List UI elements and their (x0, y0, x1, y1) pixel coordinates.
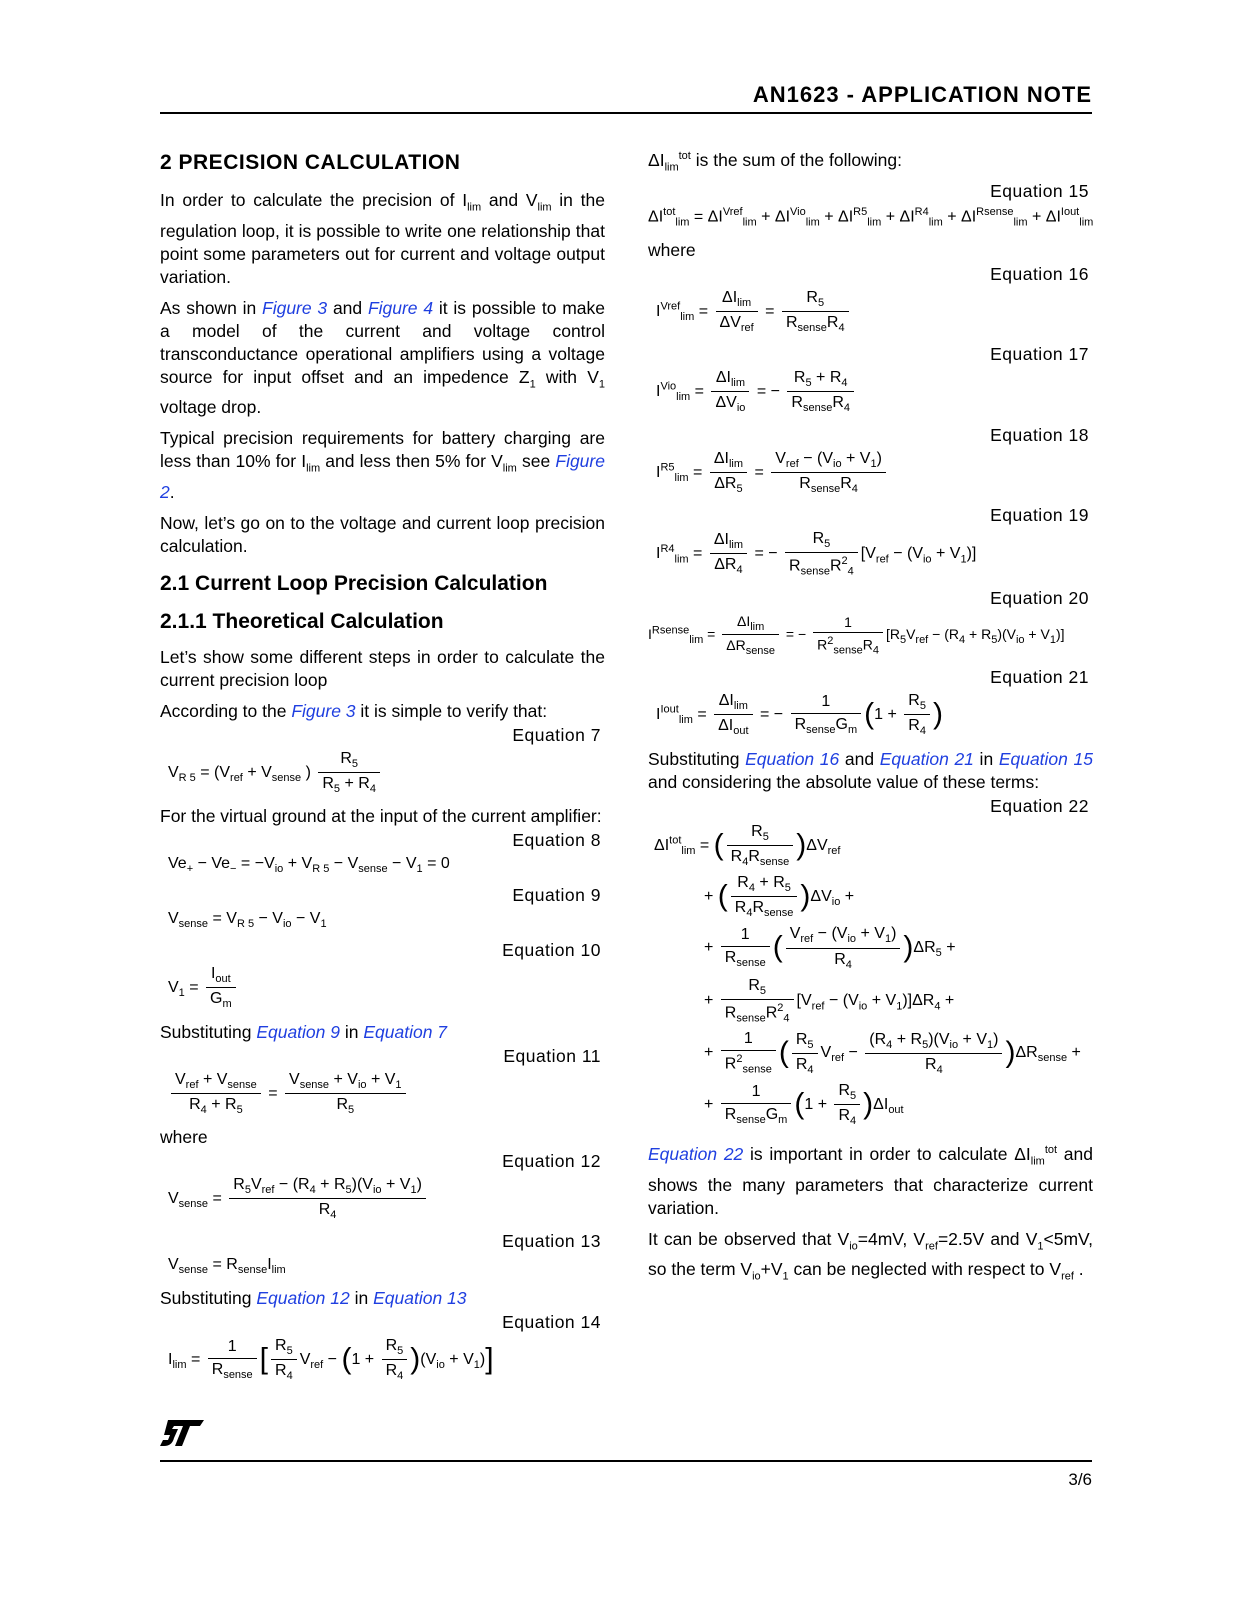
where-left: where (160, 1127, 208, 1147)
paragraph-observed: It can be observed that $V_{io}=4mV$, $V_{ref}=2.5V$ and $V_1<5mV$, so the term $V_{io}+V_1$ can be neglected with respect to $V_{ref}$ . (648, 1228, 1093, 1283)
paragraph-requirements: Typical precision requirements for battery charging are less than 10% for $I_{lim}$ and less then 5% for $V_{lim}$ see Figure 2. (160, 428, 605, 502)
equation-22-link[interactable]: Equation 22 (648, 1144, 744, 1165)
paragraph-steps: Let’s show some different steps in order to calculate the current precision loop (160, 646, 605, 690)
equation-12-link[interactable]: Equation 12 (256, 1287, 350, 1308)
equation-12-label: Equation 12 (502, 1151, 601, 1171)
paragraph-important: Equation 22 is important in order to calculate $\Delta I_{lim}^{tot}$ and shows the many parameters that characterize current variation. (648, 1144, 1094, 1218)
equation-7: $V_{R 5} = (V_{ref} + V_{sense}$ ) $\frac{R_5}{R_5 + R_4}$ (168, 750, 605, 795)
paragraph-substituting-9: Substituting Equation 9 in Equation 7 (160, 1021, 448, 1042)
equation-18-label: Equation 18 (990, 424, 1089, 445)
document-title: AN1623 - APPLICATION NOTE (752, 82, 1092, 107)
equation-15-link[interactable]: Equation 15 (998, 748, 1093, 769)
equation-11: $\frac{V_{ref} + V_{sense}}{R_4 + R_5}$ = $\frac{V_{sense} + V_{io} + V_1}{R_5}$ (168, 1071, 605, 1116)
page-footer (160, 1460, 1092, 1462)
paragraph-verify: According to the Figure 3 it is simple to verify that: (160, 700, 548, 721)
equation-19-label: Equation 19 (990, 504, 1089, 525)
equation-14-label: Equation 14 (502, 1311, 601, 1332)
subsection-title: 2.1 Current Loop Precision Calculation (160, 571, 548, 595)
equation-8: $Ve_+ - Ve_- = -V_{io} + V_{R 5} - V_{sense} - V_1 = 0$ (168, 854, 450, 876)
equation-17: $I^{Vio}_{lim}$ = $\frac{\Delta I_{lim}}{\Delta V_{io}}$ = − $\frac{R_5 + R_4}{R_{sense}R_4}$ (656, 369, 1093, 414)
left-column (160, 145, 605, 1392)
equation-20: $I^{Rsense}_{lim}$ = $\frac{\Delta I_{lim}}{\Delta R_{sense}}$ = − $\frac{1}{R^2_{sense}R_4}$ $[R_5V_{ref} - (R_4 + R_5)(V_{io} + V_1)]$ (648, 612, 1065, 658)
equation-22: $\Delta I^{tot}_{lim}$ = ( $\frac{R_5}{R_4R_{sense}}$ )$\Delta V_{ref}$ + ( $\frac{R_4 + R_5}{R_4R_{sense}}$ )$\Delta V_{io}$ + + $\frac{1}{R_{sense}}$ ( $\frac{V_{ref} - (V_{io} + V_1)}{R_4}$ )$\Delta R_5$ + + $\frac{R_5}{R_{sense}R^2_4}$ $[V_{ref} - (V_{io} + V_1)]\Delta R_4$ + + $\frac{1}{R^2_{sense}}$ ( $\frac{R_5}{R_4}$ $V_{ref}$ − $\frac{(R_4 + R_5)(V_{io} + V_1)}{R_4}$ )$\Delta R_{sense}$ + + $\frac{1}{R_{sense}G_m}$ (1 + $\frac{R_5}{R_4}$ )$\Delta I_{out}$ (654, 822, 1081, 1128)
equation-13: $V_{sense} = R_{sense}I_{lim}$ (168, 1256, 286, 1277)
equation-14: $I_{lim}$ = $\frac{1}{R_{sense}}$ [ $\frac{R_5}{R_4}$ $V_{ref} - (1$ + $\frac{R_5}{R_4}$ )$(V_{io} + V_1)$] (168, 1336, 494, 1382)
where-right: where (648, 239, 696, 260)
figure-3-link-2[interactable]: Figure 3 (291, 700, 356, 721)
equation-13-link[interactable]: Equation 13 (373, 1287, 467, 1308)
paragraph-substituting-16: Substituting Equation 16 and Equation 21 in Equation 15 and considering the absolute value of these terms: (648, 748, 1093, 792)
paragraph-intro: In order to calculate the precision of $I_{lim}$ and $V_{lim}$ in the regulation loop, it is possible to write one relationship that point some parameters out for current and voltage output variation. (160, 190, 605, 287)
equation-16-label: Equation 16 (990, 263, 1089, 284)
equation-7-link[interactable]: Equation 7 (363, 1021, 448, 1042)
equation-21-label: Equation 21 (990, 667, 1089, 688)
equation-21: $I^{Iout}_{lim}$ = $\frac{\Delta I_{lim}}{\Delta I_{out}}$ = − $\frac{1}{R_{sense}G_m}$ (1 + $\frac{R_5}{R_4}$ ) (656, 692, 943, 738)
page-header (160, 82, 1092, 114)
equation-22-label: Equation 22 (990, 795, 1089, 816)
equation-9: $V_{sense} = V_{R 5} - V_{io} - V_1$ (168, 910, 327, 931)
equation-21-link[interactable]: Equation 21 (879, 748, 974, 769)
right-column (648, 145, 1093, 1297)
equation-9-label: Equation 9 (512, 885, 601, 906)
equation-15-label: Equation 15 (990, 181, 1089, 202)
equation-9-link[interactable]: Equation 9 (256, 1021, 340, 1042)
figure-4-link[interactable]: Figure 4 (367, 297, 434, 318)
figure-3-link[interactable]: Figure 3 (262, 297, 328, 318)
paragraph-sum: $\Delta I_{lim}^{tot}$ is the sum of the following: (648, 149, 902, 174)
equation-16: $I^{Vref}_{lim}$ = $\frac{\Delta I_{lim}}{\Delta V_{ref}}$ = $\frac{R_5}{R_{sense}R_4}$ (656, 289, 1093, 334)
equation-13-label: Equation 13 (502, 1231, 601, 1252)
equation-7-label: Equation 7 (512, 724, 601, 745)
paragraph-virtual-ground: For the virtual ground at the input of the current amplifier: (160, 805, 602, 826)
equation-11-label: Equation 11 (503, 1045, 601, 1066)
equation-10: $V_1$ = $\frac{I_{out}}{G_m}$ (168, 965, 605, 1010)
equation-10-label: Equation 10 (502, 940, 601, 961)
subsubsection-title: 2.1.1 Theoretical Calculation (160, 609, 444, 633)
equation-12: $V_{sense}$ = $\frac{R_5V_{ref} - (R_4 + R_5)(V_{io} + V_1)}{R_4}$ (168, 1176, 605, 1221)
paragraph-now: Now, let’s go on to the voltage and current loop precision calculation. (160, 512, 605, 556)
equation-16-link[interactable]: Equation 16 (745, 748, 840, 769)
equation-17-label: Equation 17 (990, 344, 1089, 365)
equation-20-label: Equation 20 (990, 587, 1089, 608)
st-logo (160, 1418, 206, 1453)
equation-8-label: Equation 8 (512, 829, 601, 850)
equation-18: $I^{R5}_{lim}$ = $\frac{\Delta I_{lim}}{\Delta R_5}$ = $\frac{V_{ref} - (V_{io} + V_1)}{R_{sense}R_4}$ (656, 450, 1093, 495)
equation-19: $I^{R4}_{lim}$ = $\frac{\Delta I_{lim}}{\Delta R_4}$ = − $\frac{R_5}{R_{sense}R^2_4}$ $[V_{ref} - (V_{io} + V_1)]$ (656, 529, 977, 578)
paragraph-model: As shown in Figure 3 and Figure 4 it is possible to make a model of the current and voltage control transconductance operational amplifiers using a voltage source for input offset and an impedence $Z_1$ with $V_1$ voltage drop. (160, 297, 606, 417)
equation-15: $\Delta I^{tot}_{lim} = \Delta I^{Vref}_{lim} + \Delta I^{Vio}_{lim} + \Delta I^{R5}_{lim} + \Delta I^{R4}_{lim} + \Delta I^{Rsense}_{lim} + \Delta I^{Iout}_{lim}$ (648, 206, 1094, 229)
section-title: 2 PRECISION CALCULATION (160, 151, 461, 174)
paragraph-substituting-12: Substituting Equation 12 in Equation 13 (160, 1287, 467, 1308)
page-number: 3/6 (1068, 1470, 1092, 1489)
figure-2-link[interactable]: Figure 2 (160, 451, 605, 502)
